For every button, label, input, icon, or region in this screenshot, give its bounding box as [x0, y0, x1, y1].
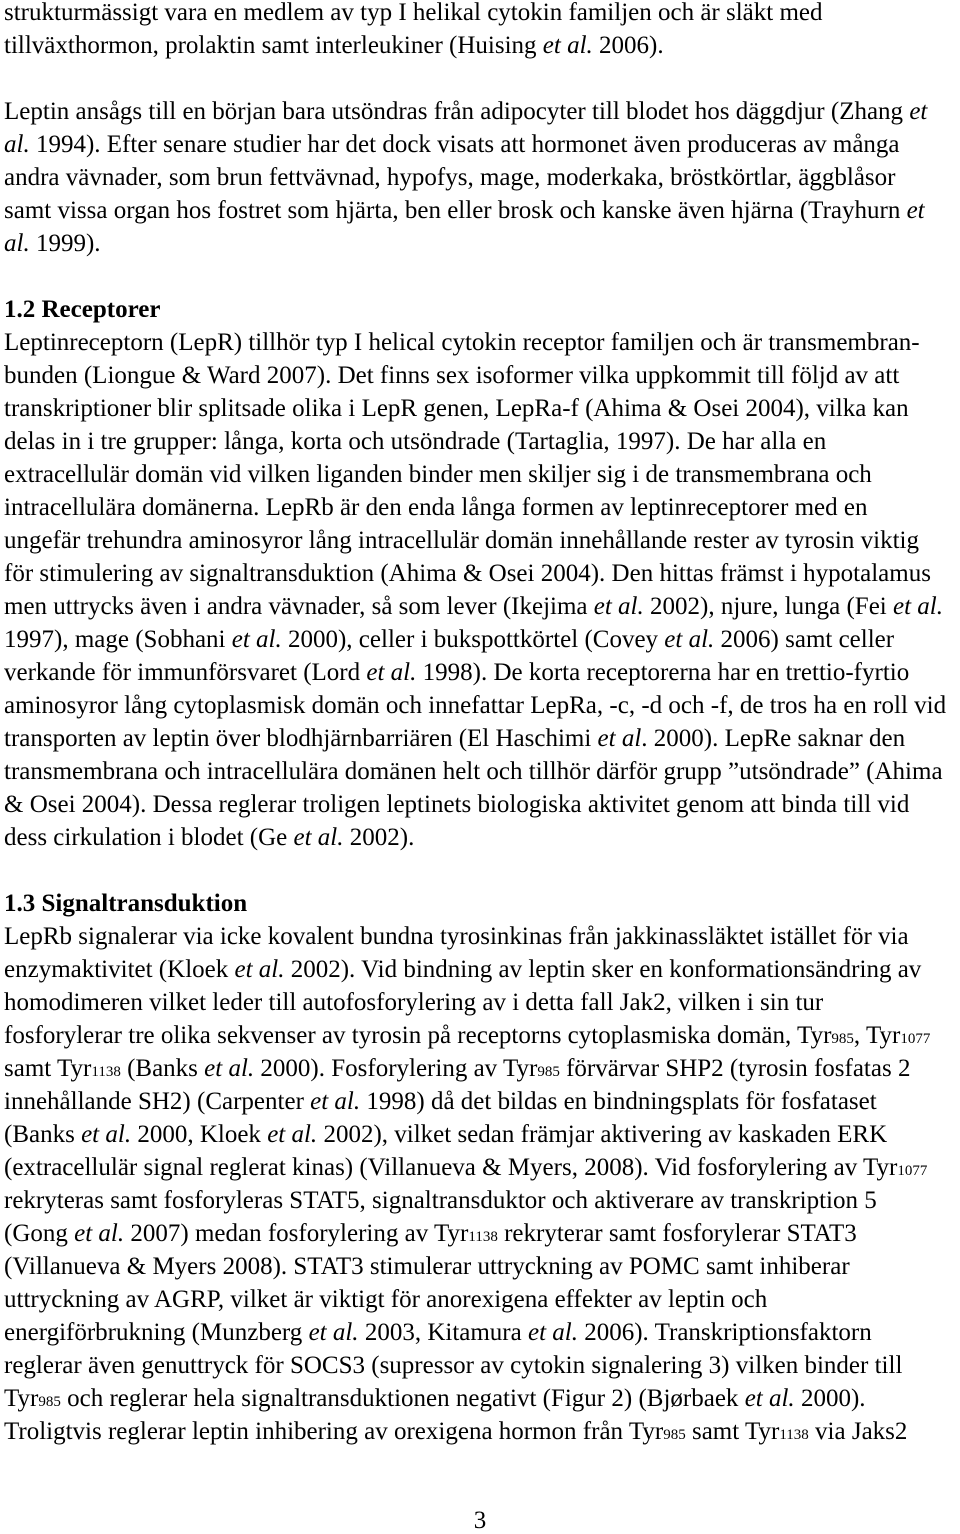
- text-run: 2000). Fosforylering av Tyr: [254, 1055, 538, 1082]
- text-run: & Osei 2004). Dessa reglerar troligen leptinets biologiska aktivitet genom att binda till vid: [4, 791, 910, 818]
- text-run: 2002), vilket sedan främjar aktivering av kaskaden ERK: [317, 1121, 888, 1148]
- text-run: via Jaks2: [808, 1418, 908, 1445]
- text-line: [4, 1085, 956, 1118]
- text-run: 1998). De korta receptorerna har en trettio-fyrtio: [416, 659, 910, 686]
- text-run: rekryteras samt fosforyleras STAT5, signaltransduktor och aktiverare av transkription 5: [4, 1187, 877, 1214]
- text-run: delas in i tre grupper: långa, korta och utsöndrade (Tartaglia, 1997). De har alla en: [4, 428, 827, 455]
- text-run: 2002), njure, lunga (Fei: [643, 593, 894, 620]
- italic-citation-text: et al.: [267, 1121, 318, 1148]
- subscript-number: 1138: [468, 1229, 498, 1245]
- text-line: [4, 1349, 956, 1382]
- text-line: [4, 1118, 956, 1151]
- text-run: 2006). Transkriptionsfaktorn: [577, 1319, 872, 1346]
- text-run: innehållande SH2) (Carpenter: [4, 1088, 311, 1115]
- text-run: 2006) samt celler: [714, 626, 895, 653]
- text-run: strukturmässigt vara en medlem av typ I helikal cytokin familjen och är släkt med: [4, 0, 823, 26]
- text-run: bunden (Liongue & Ward 2007). Det finns sex isoformer vilka uppkommit till följd av att: [4, 362, 900, 389]
- text-run: ungefär trehundra aminosyror lång intracellulär domän innehållande rester av tyrosin viktig: [4, 527, 919, 554]
- subscript-number: 1138: [91, 1064, 121, 1080]
- text-run: samt Tyr: [4, 1055, 92, 1082]
- text-run: 2006).: [592, 32, 664, 59]
- text-run: och reglerar hela signaltransduktionen negativt (Figur 2) (Bjørbaek: [60, 1385, 745, 1412]
- text-run: verkande för immunförsvaret (Lord: [4, 659, 367, 686]
- text-line: [4, 128, 956, 161]
- text-line: [4, 1382, 956, 1415]
- section-heading-receptors: 1.2 Receptorer: [4, 296, 161, 323]
- italic-citation-text: et: [909, 98, 928, 125]
- italic-citation-text: et al.: [231, 626, 282, 653]
- italic-citation-text: et al.: [664, 626, 715, 653]
- page-number: 3: [473, 1507, 487, 1534]
- text-line: [4, 788, 956, 821]
- paragraph-leptin-origin: [4, 95, 956, 260]
- text-run: Tyr: [4, 1385, 39, 1412]
- text-run: 2000).: [794, 1385, 866, 1412]
- text-line: [4, 722, 956, 755]
- paragraph-signal-transduction: [4, 920, 956, 1448]
- text-line: [4, 326, 956, 359]
- text-run: 2000, Kloek: [131, 1121, 268, 1148]
- section-signal-transduction: [4, 887, 956, 1448]
- text-run: 1998) då det bildas en bindningsplats för fosfataset: [360, 1088, 877, 1115]
- text-line: [4, 1283, 956, 1316]
- text-run: samt vissa organ hos fostret som hjärta, ben eller brosk och kanske även hjärna (Trayhurn: [4, 197, 907, 224]
- italic-citation-text: et al.: [542, 32, 593, 59]
- text-line: [4, 0, 956, 29]
- text-run: 1997), mage (Sobhani: [4, 626, 232, 653]
- text-line: [4, 1184, 956, 1217]
- text-run: , Tyr: [853, 1022, 901, 1049]
- text-line: [4, 95, 956, 128]
- text-line: [4, 29, 956, 62]
- page-body: [4, 0, 956, 1448]
- text-line: [4, 656, 956, 689]
- text-run: rekryterar samt fosforylerar STAT3: [497, 1220, 857, 1247]
- subscript-number: 985: [663, 1427, 686, 1443]
- text-run: intracellulära domänerna. LepRb är den enda långa formen av leptinreceptorer med en: [4, 494, 868, 521]
- text-line: [4, 755, 956, 788]
- text-run: transkriptioner blir splitsade olika i LepR genen, LepRa-f (Ahima & Osei 2004), vilka kan: [4, 395, 909, 422]
- text-line: [4, 557, 956, 590]
- text-line: [4, 392, 956, 425]
- italic-citation-text: et al.: [308, 1319, 359, 1346]
- text-run: andra vävnader, som brun fettvävnad, hypofys, mage, moderkaka, bröstkörtlar, äggblåsor: [4, 164, 896, 191]
- subscript-number: 985: [38, 1394, 61, 1410]
- text-line: [4, 227, 956, 260]
- italic-citation-text: al.: [4, 230, 30, 257]
- text-run: 1999).: [29, 230, 101, 257]
- text-run: Leptin ansågs till en början bara utsöndras från adipocyter till blodet hos däggdjur (Zhang: [4, 98, 910, 125]
- text-run: Leptinreceptorn (LepR) tillhör typ I helical cytokin receptor familjen och är transmembran-: [4, 329, 920, 356]
- italic-citation-text: et al: [597, 725, 642, 752]
- section-receptors: [4, 293, 956, 854]
- text-run: Troligtvis reglerar leptin inhibering av orexigena hormon från Tyr: [4, 1418, 664, 1445]
- text-run: uttryckning av AGRP, vilket är viktigt för anorexigena effekter av leptin och: [4, 1286, 768, 1313]
- text-run: (Banks: [4, 1121, 82, 1148]
- text-line: [4, 623, 956, 656]
- text-line: [4, 1415, 956, 1448]
- text-run: fosforylerar tre olika sekvenser av tyrosin på receptorns cytoplasmiska domän, Tyr: [4, 1022, 832, 1049]
- text-run: transmembrana och intracellulära domänen helt och tillhör därför grupp ”utsöndrade” (Ahima: [4, 758, 943, 785]
- text-run: enzymaktivitet (Kloek: [4, 956, 235, 983]
- italic-citation-text: et: [906, 197, 925, 224]
- subscript-number: 1138: [779, 1427, 809, 1443]
- subscript-number: 985: [537, 1064, 560, 1080]
- text-line: [4, 986, 956, 1019]
- paragraph-receptors: [4, 326, 956, 854]
- text-line: [4, 1217, 956, 1250]
- text-line: [4, 590, 956, 623]
- text-line: [4, 821, 956, 854]
- text-run: samt Tyr: [685, 1418, 780, 1445]
- text-run: förvärvar SHP2 (tyrosin fosfatas 2: [559, 1055, 911, 1082]
- text-line: [4, 689, 956, 722]
- italic-citation-text: al.: [4, 131, 30, 158]
- text-run: . 2000). LepRe saknar den: [641, 725, 906, 752]
- italic-citation-text: et al.: [204, 1055, 255, 1082]
- text-line: [4, 425, 956, 458]
- text-run: 1994). Efter senare studier har det dock visats att hormonet även produceras av många: [29, 131, 900, 158]
- text-run: (Villanueva & Myers 2008). STAT3 stimulerar uttryckning av POMC samt inhiberar: [4, 1253, 850, 1280]
- text-line: [4, 1316, 956, 1349]
- italic-citation-text: et al.: [234, 956, 285, 983]
- subscript-number: 985: [831, 1031, 854, 1047]
- text-run: energiförbrukning (Munzberg: [4, 1319, 309, 1346]
- section-heading-signal-transduction: 1.3 Signaltransduktion: [4, 890, 248, 917]
- text-run: 2002).: [343, 824, 415, 851]
- text-run: 2007) medan fosforylering av Tyr: [124, 1220, 469, 1247]
- text-line: [4, 359, 956, 392]
- italic-citation-text: et al.: [366, 659, 417, 686]
- text-run: (Banks: [120, 1055, 205, 1082]
- italic-citation-text: et al.: [893, 593, 944, 620]
- text-run: reglerar även genuttryck för SOCS3 (supressor av cytokin signalering 3) vilken binder till: [4, 1352, 903, 1379]
- italic-citation-text: et al.: [310, 1088, 361, 1115]
- italic-citation-text: et al.: [744, 1385, 795, 1412]
- text-line: [4, 1019, 956, 1052]
- text-run: men uttrycks även i andra vävnader, så som lever (Ikejima: [4, 593, 594, 620]
- text-line: [4, 953, 956, 986]
- subscript-number: 1077: [897, 1163, 928, 1179]
- text-run: 2002). Vid bindning av leptin sker en konformationsändring av: [284, 956, 922, 983]
- text-line: [4, 524, 956, 557]
- italic-citation-text: et al.: [81, 1121, 132, 1148]
- text-run: 2003, Kitamura: [358, 1319, 528, 1346]
- italic-citation-text: et al.: [74, 1220, 125, 1247]
- text-line: [4, 1052, 956, 1085]
- text-run: transporten av leptin över blodhjärnbarriären (El Haschimi: [4, 725, 598, 752]
- text-line: [4, 1250, 956, 1283]
- text-run: aminosyror lång cytoplasmisk domän och innefattar LepRa, -c, -d och -f, de tros ha en roll vid: [4, 692, 947, 719]
- italic-citation-text: et al.: [527, 1319, 578, 1346]
- text-run: homodimeren vilket leder till autofosforylering av i detta fall Jak2, vilken i sin tur: [4, 989, 824, 1016]
- text-line: [4, 194, 956, 227]
- text-run: tillväxthormon, prolaktin samt interleukiner (Huising: [4, 32, 543, 59]
- text-run: LepRb signalerar via icke kovalent bundna tyrosinkinas från jakkinassläktet istället för via: [4, 923, 909, 950]
- text-run: 2000), celler i bukspottkörtel (Covey: [281, 626, 665, 653]
- text-line: [4, 161, 956, 194]
- text-run: dess cirkulation i blodet (Ge: [4, 824, 294, 851]
- text-line: [4, 920, 956, 953]
- italic-citation-text: et al.: [293, 824, 344, 851]
- paragraph-cytokin-family: [4, 0, 956, 62]
- text-line: [4, 1151, 956, 1184]
- subscript-number: 1077: [900, 1031, 931, 1047]
- text-run: extracellulär domän vid vilken liganden binder men skiljer sig i de transmembrana och: [4, 461, 872, 488]
- text-run: för stimulering av signaltransduktion (Ahima & Osei 2004). Den hittas främst i hypotalamus: [4, 560, 931, 587]
- text-run: (Gong: [4, 1220, 75, 1247]
- text-line: [4, 491, 956, 524]
- text-run: (extracellulär signal reglerat kinas) (Villanueva & Myers, 2008). Vid fosforylering av Tyr: [4, 1154, 898, 1181]
- italic-citation-text: et al.: [593, 593, 644, 620]
- text-line: [4, 458, 956, 491]
